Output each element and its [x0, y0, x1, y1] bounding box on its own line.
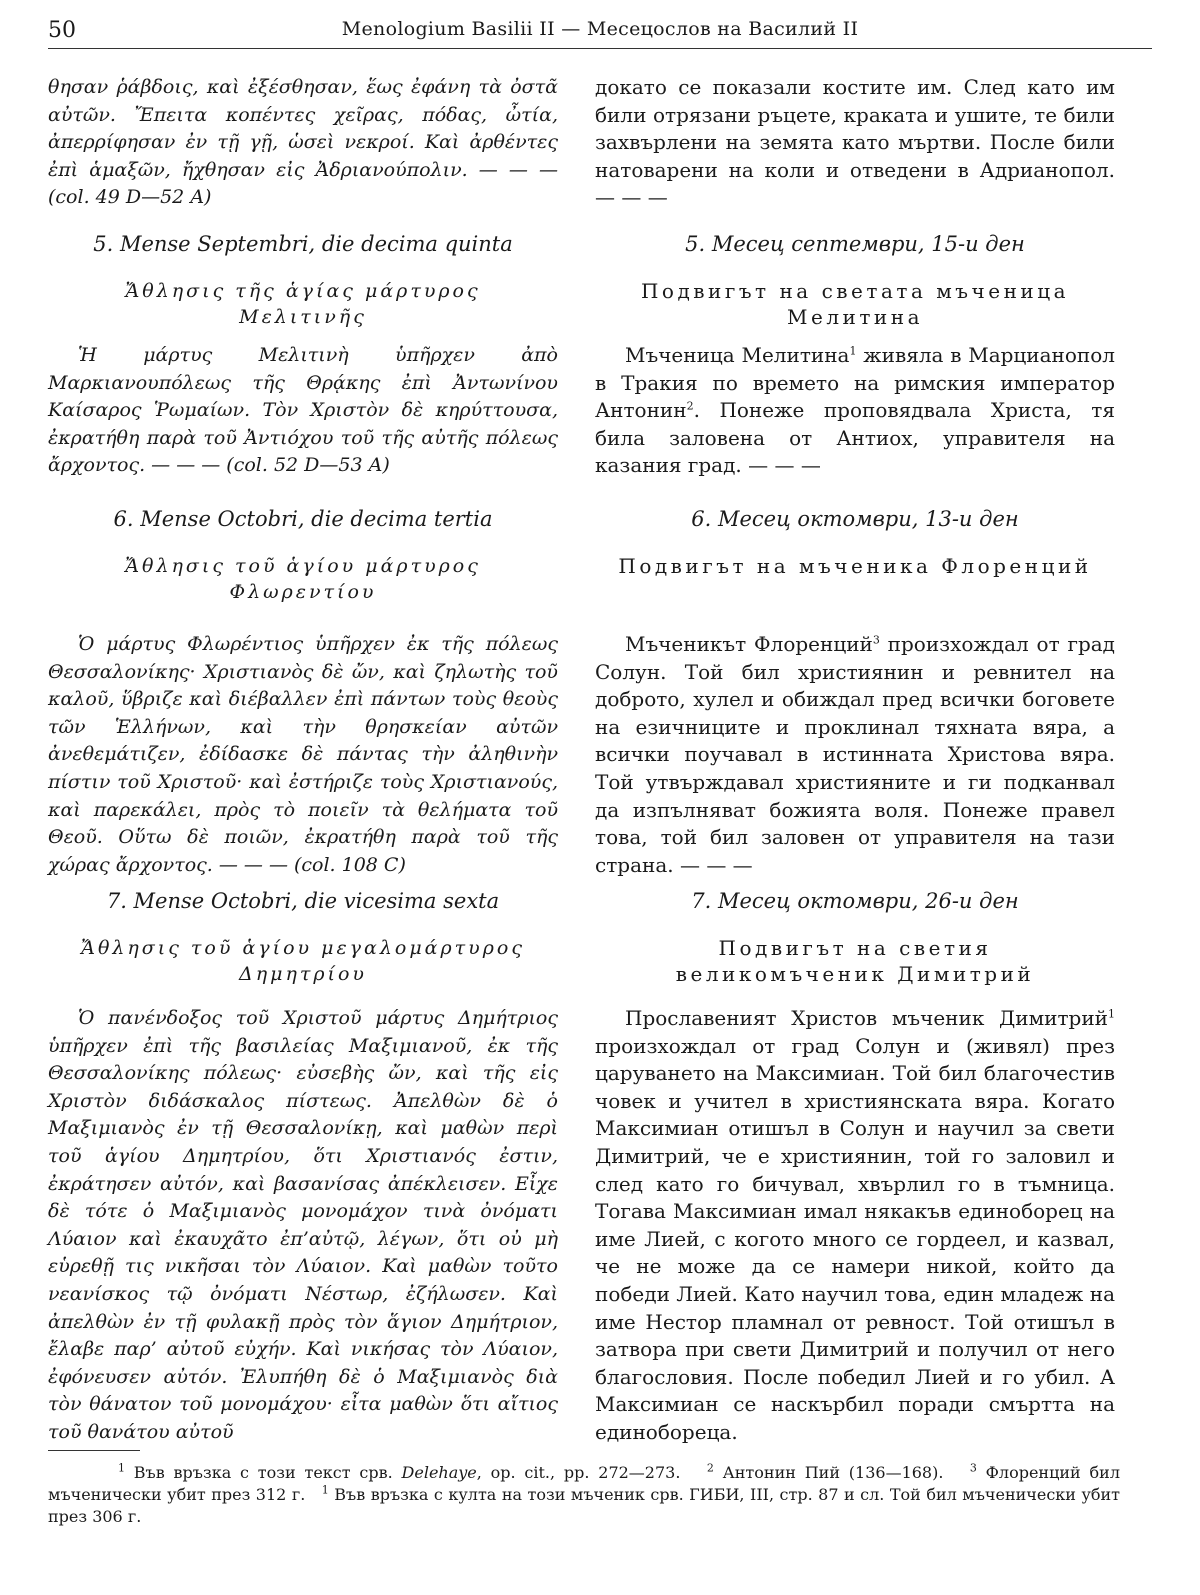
running-title: Menologium Basilii II — Месецослов на Василий II [341, 18, 859, 40]
greek-section-7-subtitle-1: Ἄθλησις τοῦ ἁγίου μεγαλομάρτυρος [81, 937, 525, 959]
bulgarian-intro-paragraph: докато се показали костите им. След като им били отрязани ръцете, краката и ушите, те били захвърлени на земята като мъртви. После били натоварени на коли и отведени в Адрианопол. — — — [595, 75, 1115, 210]
bulgarian-section-5 [595, 232, 1115, 480]
greek-section-5-title: 5. Mense Septembri, die decima quinta [93, 232, 513, 256]
greek-section-7-text: Ὁ πανένδοξος τοῦ Χριστοῦ μάρτυς Δημήτριος ὑπῆρχεν ἐπὶ τῆς βασιλείας Μαξιμιανοῦ, ἐκ τῆς Θεσσαλονίκης πόλεως· εὐσεβὴς ὤν, καὶ τῆς εἰς Χριστὸν διδάσκαλος πίστεως. Ἀπελθὼν δὲ ὁ Μαξιμιανὸς ἐν τῇ Θεσσαλονίκῃ, καὶ μαθὼν περὶ τοῦ ἁγίου Δημητρίου, ὅτι Χριστιανός ἐστιν, ἐκράτησεν αὐτόν, καὶ βασανίσας ἀπέκλεισεν. Εἶχε δὲ τότε ὁ Μαξιμιανὸς μονομάχον τινὰ ὀνόματι Λύαιον καὶ ἐκαυχᾶτο ἐπ’αὐτῷ, λέγων, ὅτι οὐ μὴ εὑρεθῇ τις νικῆσαι τὸν Λύαιον. Καὶ μαθὼν τοῦτο νεανίσκος τῷ ὀνόματι Νέστωρ, ἐζήλωσεν. Καὶ ἀπελθὼν ἐν τῇ φυλακῇ πρὸς τὸν ἅγιον Δημήτριον, ἔλαβε παρ’ αὐτοῦ εὐχήν. Καὶ νικήσας τὸν Λύαιον, ἐφόνευσεν αὐτόν. Ἐλυπήθη δὲ ὁ Μαξιμιανὸς διὰ τὸν θάνατον τοῦ μονομάχου· εἶτα μαθὼν ὅτι αἴτιος τοῦ θανάτου αὐτοῦ [48, 1007, 558, 1443]
bulgarian-section-5-title: 5. Месец септември, 15-и ден [685, 232, 1025, 256]
greek-section-5-subtitle-1: Ἄθλησις τῆς ἁγίας μάρτυρος [125, 280, 481, 302]
page-header [48, 14, 1152, 49]
greek-section-7-title: 7. Mense Octobri, die vicesima sexta [106, 889, 500, 913]
greek-intro-block [48, 74, 558, 212]
bulgarian-section-6 [595, 507, 1115, 879]
bulgarian-section-5-text: Мъченица Мелитина$^1$ живяла в Марцианопол в Тракия по времето на римския император Антонин$^2$. Понеже проповядвала Христа, тя била заловена от Антиох, управителя на казания град. — — — [595, 343, 1115, 478]
footnote-mark: 1 [1108, 1007, 1115, 1021]
greek-section-7-subtitle-2: Δημητρίου [239, 963, 367, 985]
footnote-mark: 1 [849, 344, 857, 358]
greek-section-5 [48, 232, 558, 480]
footnote-mark: 2 [686, 399, 694, 413]
greek-section-5-subtitle-2: Μελιτινῆς [239, 306, 367, 328]
bulgarian-section-5-subtitle-1: Подвигът на светата мъченица [640, 279, 1070, 303]
bulgarian-section-7-text: Прославеният Христов мъченик Димитрий$^1$ произхождал от град Солун и (живял) през царуването на Максимиан. Той бил благочестив човек и учител в християнската вяра. Когато Максимиан отишъл в Солун и научил за свети Димитрий, че е християнин, той го заловил и след като го бичувал, хвърлил го в тъмница. Тогава Максимиан имал някакъв единоборец на име Лией, с когото много се гордеел, и казвал, че не може да се намери никой, който да победи Лией. Като научил това, един младеж на име Нестор пламнал от ревност. Той отишъл в затвора при свети Димитрий и получил от него благословия. После победил Лией и го убил. А Максимиан се наскърбил поради смъртта на единобореца. [595, 1006, 1115, 1444]
bulgarian-section-6-text: Мъченикът Флоренций$^3$ произхождал от град Солун. Той бил християнин и ревнител на доброто, хулел и обиждал пред всички боговете на езичниците и проклинал тяхната вяра, а всички поучавал в истинната Христова вяра. Той утвърждавал християните и ги подканвал да изпълняват божията воля. Понеже правел това, той бил заловен от управителя на тази страна. — — — [595, 632, 1115, 877]
footnote-divider [48, 1450, 140, 1451]
greek-intro-paragraph: θησαν ῥάβδοις, καὶ ἐξέσθησαν, ἕως ἐφάνη τὰ ὀστᾶ αὐτῶν. Ἔπειτα κοπέντες χεῖρας, πόδας, ὦτία, ἀπερρίφησαν ἐν τῇ γῇ, ὡσεὶ νεκροί. Καὶ ἀρθέντες ἐπὶ ἁμαξῶν, ἤχθησαν εἰς Ἀδριανούπολιν. — — — (col. 49 D—52 A) [48, 76, 558, 209]
greek-section-6-title: 6. Mense Octobri, die decima tertia [113, 507, 493, 531]
footnote-mark: 3 [872, 633, 880, 647]
greek-section-6 [48, 507, 558, 879]
bulgarian-intro-block [595, 74, 1115, 212]
footnote-text: $^1$ Във връзка с този текст срв. Delehaye, op. cit., pp. 272—273. $^2$ Антонин Пий (136—168). $^3$ Флоренций бил мъченически убит през 312 г. $^1$ Във връзка с култа на този мъченик срв. ГИБИ, III, стр. 87 и сл. Той бил мъченически убит през 306 г. [48, 1461, 1121, 1526]
greek-section-6-subtitle-2: Φλωρεντίου [229, 581, 377, 603]
bulgarian-section-7 [595, 889, 1115, 1447]
bulgarian-section-6-subtitle-1: Подвигът на мъченика Флоренций [618, 554, 1092, 578]
bulgarian-section-7-subtitle-2: великомъченик Димитрий [675, 962, 1035, 986]
footnotes [48, 1462, 1120, 1528]
page-number: 50 [48, 18, 76, 43]
bulgarian-section-7-title: 7. Месец октомври, 26-и ден [691, 889, 1019, 913]
greek-section-6-text: Ὁ μάρτυς Φλωρέντιος ὑπῆρχεν ἐκ τῆς πόλεως Θεσσαλονίκης· Χριστιανὸς δὲ ὤν, καὶ ζηλωτὴς τοῦ καλοῦ, ὕβριζε καὶ διέβαλλεν ἐπὶ πάντων τοὺς θεοὺς τῶν Ἑλλήνων, καὶ τὴν θρησκείαν αὐτῶν ἀνεθεμάτιζεν, ἐδίδασκε δὲ πάντας τὴν ἀληθινὴν πίστιν τοῦ Χριστοῦ· καὶ ἐστήριζε τοὺς Χριστιανούς, καὶ παρεκάλει, πρὸς τὸ ποιεῖν τὰ θελήματα τοῦ Θεοῦ. Οὕτω δὲ ποιῶν, ἐκρατήθη παρὰ τοῦ τῆς χώρας ἄρχοντος. — — — (col. 108 C) [48, 633, 558, 876]
bulgarian-section-6-title: 6. Месец октомври, 13-и ден [691, 507, 1019, 531]
greek-section-7 [48, 889, 558, 1447]
bulgarian-section-5-subtitle-2: Мелитина [787, 305, 923, 329]
greek-section-6-subtitle-1: Ἄθλησις τοῦ ἁγίου μάρτυρος [125, 555, 481, 577]
greek-section-5-text: Ἡ μάρτυς Μελιτινὴ ὑπῆρχεν ἀπὸ Μαρκιανουπόλεως τῆς Θρᾴκης ἐπὶ Ἀντωνίνου Καίσαρος Ῥωμαίων. Τὸν Χριστὸν δὲ κηρύττουσα, ἐκρατήθη παρὰ τοῦ Ἀντιόχου τοῦ τῆς αὐτῆς πόλεως ἄρχοντος. — — — (col. 52 D—53 A) [48, 344, 558, 477]
bulgarian-section-7-subtitle-1: Подвигът на светия [718, 936, 992, 960]
